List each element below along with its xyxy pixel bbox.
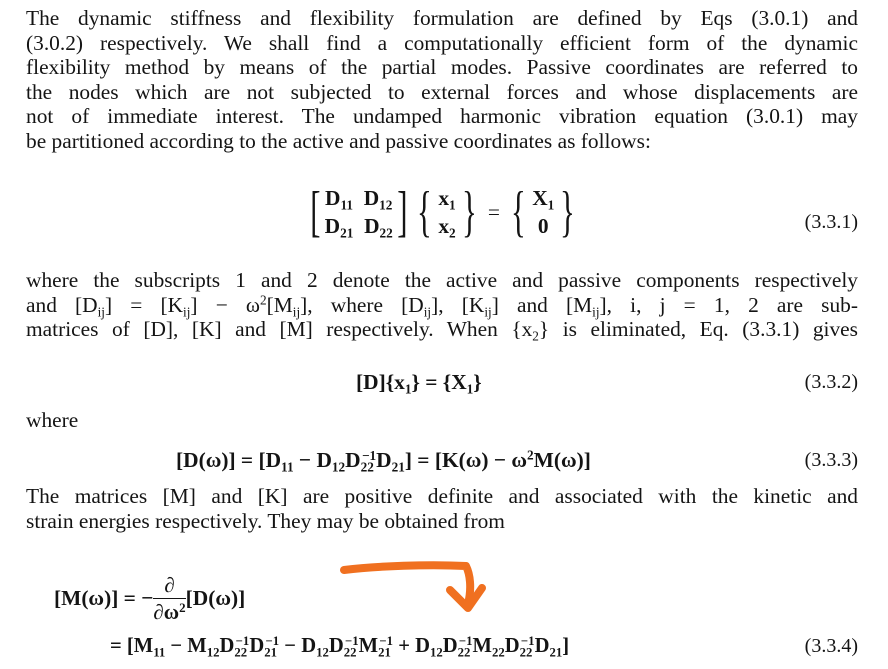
vector-x: $x_1$ $x_2$ — [438, 186, 456, 241]
right-bracket-icon: ] — [396, 181, 408, 243]
partial-derivative-fraction: $\frac{\partial}{\partial\omega^2}$ — [153, 572, 186, 624]
equation-3-3-1 — [306, 182, 581, 258]
paragraph-subscripts — [26, 268, 858, 342]
text-line: The matrices [M] and [K] are positive definite and associated with the kinetic and — [26, 484, 858, 508]
left-brace-icon: { — [417, 181, 433, 243]
paragraph-matrices — [26, 484, 858, 533]
equation-3-3-2: $[D]\{x_1\} = \{X_1\}$ — [356, 370, 482, 397]
text-line: The dynamic stiffness and flexibility formulation are defined by Eqs (3.0.1) and — [26, 6, 858, 30]
equation-number: (3.3.2) — [804, 371, 858, 393]
left-brace-icon: { — [511, 181, 527, 243]
equation-number: (3.3.4) — [804, 635, 858, 657]
left-bracket-icon: [ — [310, 181, 321, 243]
equals-sign: = — [487, 200, 500, 224]
text-line: and $[D_{ij}] = [K_{ij}] - \omega^2[M_{ij}]$, where $[D_{ij}]$, $[K_{ij}]$ and $[M_{ij}]$, i, j = 1, 2 are sub- — [26, 292, 859, 320]
equation-3-3-4-line1: [M(ω)] = − $\frac{\partial}{\partial\omega^2}$ [D(ω)] — [54, 572, 246, 624]
text-line: flexibility method by means of the partial modes. Passive coordinates are referred to — [26, 55, 858, 80]
text-line: be partitioned according to the active and passive coordinates as follows: — [26, 128, 651, 153]
equation-3-3-4-line2: = $[M_{11} - M_{12}D_{22}^{-1}D_{21}^{-1} - D_{12}D_{22}^{-1}M_{21}^{-1} + D_{12}D_{22}^{-1}M_{22}D_{22}^{-1}D_{21}]$ — [110, 633, 570, 660]
orange-hand-drawn-arrow-icon — [338, 560, 498, 620]
text-line: matrices of [D], [K] and [M] respectively. When $\{x_2\}$ is eliminated, Eq. (3.3.1) gives — [26, 317, 858, 344]
text-line: the nodes which are not subjected to external forces and whose displacements are — [26, 79, 858, 104]
right-brace-icon: } — [560, 181, 576, 243]
equation-number: (3.3.1) — [804, 211, 858, 233]
vector-X-rhs: $X_1$ 0 — [532, 186, 555, 238]
equation-number: (3.3.3) — [804, 449, 858, 471]
right-brace-icon: } — [461, 181, 477, 243]
where-label: where — [26, 408, 79, 432]
text-line: (3.0.2) respectively. We shall find a computationally efficient form of the dynamic — [26, 30, 858, 55]
paragraph-intro — [26, 6, 858, 154]
text-line: strain energies respectively. They may be obtained from — [26, 508, 505, 533]
matrix-D-partitioned: $D_{11}$ $D_{12}$ $D_{21}$ $D_{22}$ — [324, 186, 393, 241]
text-line: where the subscripts 1 and 2 denote the active and passive components respectively — [26, 268, 858, 292]
equation-3-3-3: $[D(\omega)] = [D_{11} - D_{12}D_{22}^{-1}D_{21}] = [K(\omega) - \omega^2M(\omega)]$ — [176, 447, 591, 475]
text-line: not of immediate interest. The undamped harmonic vibration equation (3.0.1) may — [26, 104, 858, 129]
